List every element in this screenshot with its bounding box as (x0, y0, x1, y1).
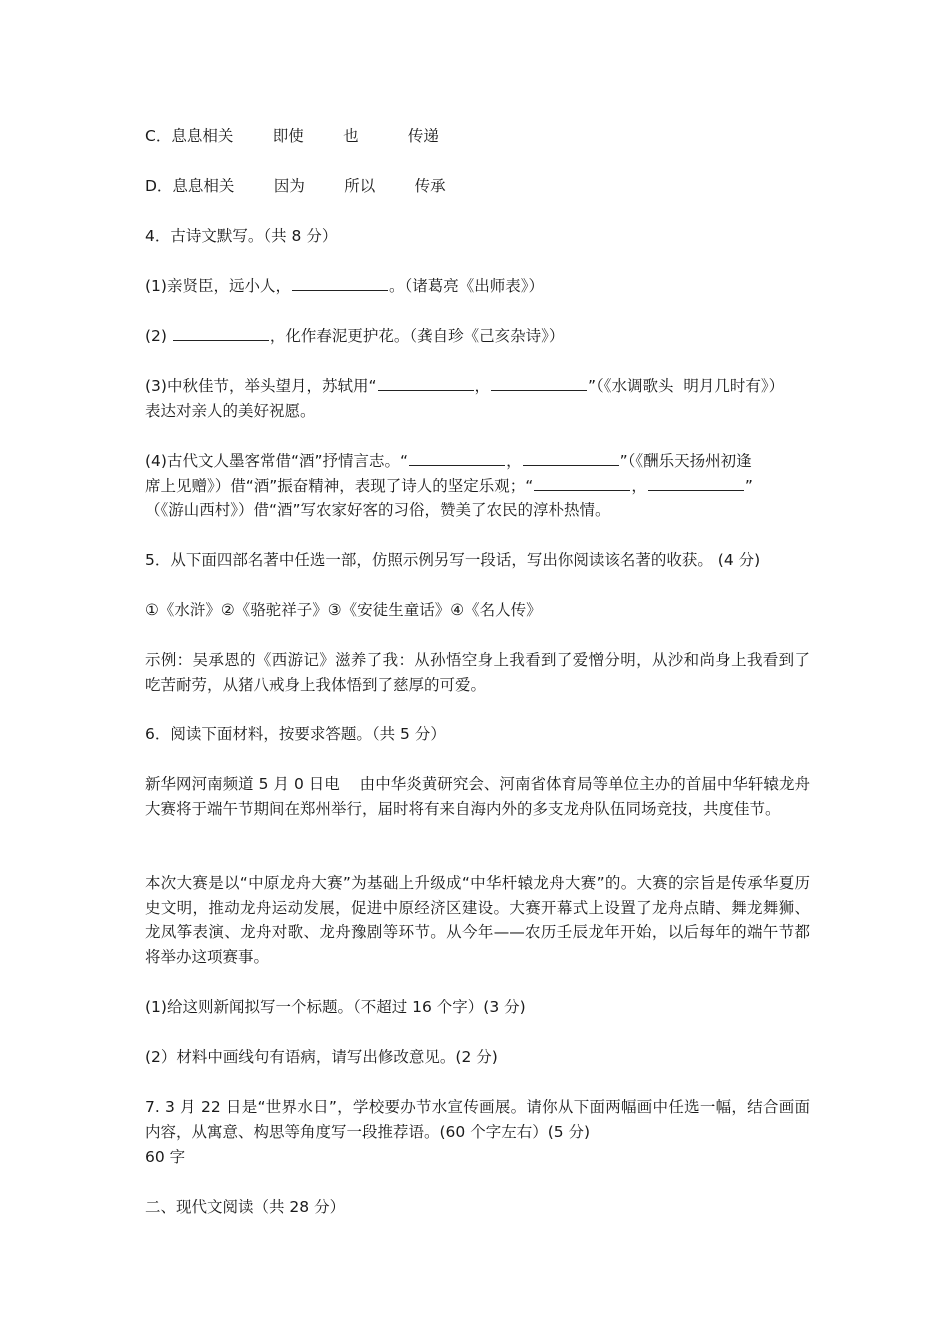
text-segment: 席上见赠》）借“酒”振奋精神，表现了诗人的坚定乐观；“ (145, 476, 534, 495)
option-c: C．息息相关 即使 也 传递 (145, 127, 439, 145)
text-segment: ，化作春泥更护花。（龚自珍《己亥杂诗》） (269, 327, 565, 345)
question-6-title: 6．阅读下面材料，按要求答题。（共 5 分） (145, 725, 446, 743)
text-segment: ”（《水调歌头 明月几时有》） (588, 377, 785, 395)
text-segment: 。（诸葛亮《出师表》） (388, 277, 544, 295)
question-6-paragraph-2: 本次大赛是以“中原龙舟大赛”为基础上升级成“中华杆辕龙舟大赛”的。大赛的宗旨是传承华夏历史文明，推动龙舟运动发展，促进中原经济区建设。大赛开幕式上设置了龙舟点睛、舞龙舞狮、龙凤筝表演、龙舟对歌、龙舟豫剧等环节。从今年——农历壬辰龙年开始，以后每年的端午节都将举办这项赛事。 (145, 874, 810, 966)
answer-blank (409, 449, 505, 466)
question-4-3 (145, 374, 810, 423)
question-6-1: (1)给这则新闻拟写一个标题。（不超过 16 个字）(3 分) (145, 998, 526, 1016)
text-segment: （《游山西村》）借“酒”写农家好客的习俗，赞美了农民的淳朴热情。 (145, 501, 611, 519)
text-segment: ， (506, 452, 522, 470)
question-5-books: ①《水浒》②《骆驼祥子》③《安徒生童话》④《名人传》 (145, 601, 542, 619)
answer-blank (378, 374, 474, 391)
question-5-example: 示例：吴承恩的《西游记》滋养了我：从孙悟空身上我看到了爱憎分明，从沙和尚身上我看到了吃苦耐劳，从猪八戒身上我体悟到了慈厚的可爱。 (145, 651, 810, 694)
question-7-note: 60 字 (145, 1148, 186, 1166)
question-6-2: (2）材料中画线句有语病，请写出修改意见。(2 分) (145, 1048, 498, 1066)
text-segment: (2) (145, 327, 172, 345)
text-segment: ， (474, 377, 491, 395)
answer-blank (523, 449, 619, 466)
answer-blank (491, 374, 587, 391)
text-segment: (1)亲贤臣，远小人， (145, 277, 291, 295)
question-4-1 (145, 274, 810, 299)
text-segment: ， (631, 476, 647, 495)
text-segment: 表达对亲人的美好祝愿。 (145, 401, 316, 420)
answer-blank (534, 474, 630, 491)
answer-blank (648, 474, 744, 491)
question-6-paragraph-1: 新华网河南频道 5 月 0 日电 由中华炎黄研究会、河南省体育局等单位主办的首届中华轩辕龙舟大赛将于端午节期间在郑州举行，届时将有来自海内外的多支龙舟队伍同场竞技，共度佳节。 (145, 775, 810, 818)
question-5-title: 5．从下面四部名著中任选一部，仿照示例另写一段话，写出你阅读该名著的收获。 (4 分) (145, 551, 761, 569)
section-2-title: 二、现代文阅读（共 28 分） (145, 1198, 346, 1216)
text-segment: ” (744, 476, 753, 495)
text-segment: ”（《酬乐天扬州初逢 (619, 452, 752, 470)
option-d: D．息息相关 因为 所以 传承 (145, 177, 446, 195)
question-4-2 (145, 324, 810, 349)
text-segment: (3)中秋佳节，举头望月，苏轼用“ (145, 377, 377, 395)
question-7: 7. 3 月 22 日是“世界水日”，学校要办节水宣传画展。请你从下面两幅画中任选一幅，结合画面内容，从寓意、构思等角度写一段推荐语。(60 个字左右）(5 分) (145, 1098, 810, 1141)
answer-blank (292, 274, 388, 291)
question-4-4 (145, 449, 810, 523)
text-segment: (4)古代文人墨客常借“酒”抒情言志。“ (145, 452, 409, 470)
answer-blank (173, 324, 269, 341)
question-4-title: 4．古诗文默写。（共 8 分） (145, 227, 338, 245)
